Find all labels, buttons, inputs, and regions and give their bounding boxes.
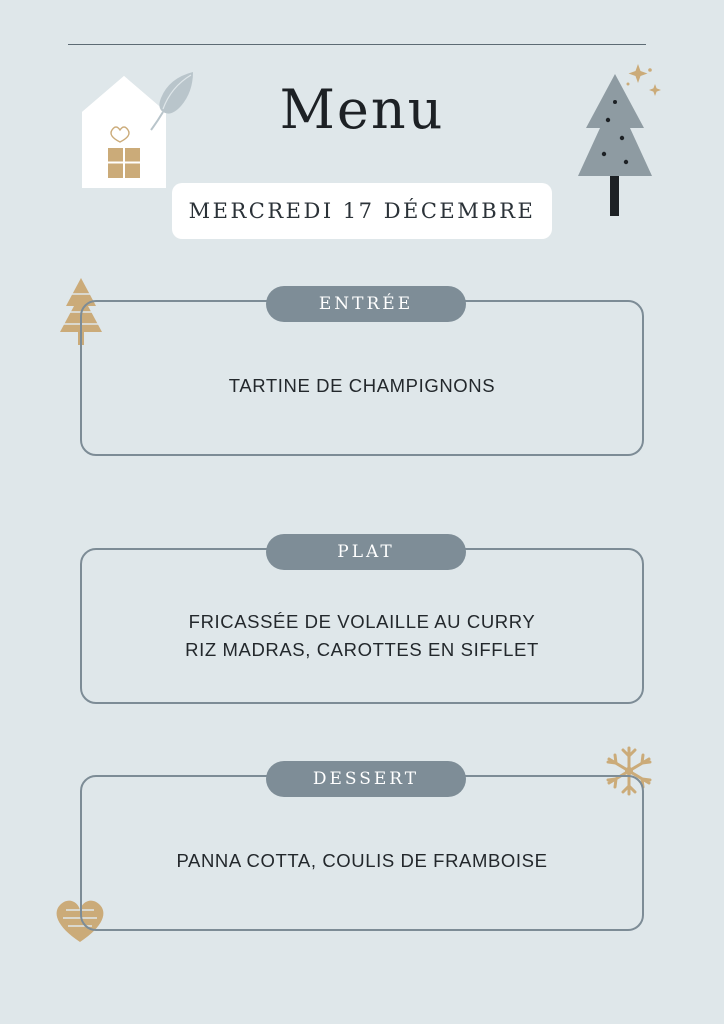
top-divider <box>68 44 646 45</box>
course-label-entree <box>266 286 466 322</box>
menu-item: FRICASSÉE DE VOLAILLE AU CURRY <box>188 611 536 632</box>
course-label-text: ENTRÉE <box>318 294 414 314</box>
course-items-entree <box>80 372 644 400</box>
date-banner <box>172 183 552 239</box>
menu-item: RIZ MADRAS, CAROTTES EN SIFFLET <box>185 639 539 660</box>
menu-item: PANNA COTTA, COULIS DE FRAMBOISE <box>176 850 548 871</box>
menu-item: TARTINE DE CHAMPIGNONS <box>228 375 496 396</box>
course-items-plat <box>80 608 644 664</box>
date-text: MERCREDI 17 DÉCEMBRE <box>188 199 536 223</box>
course-label-plat <box>266 534 466 570</box>
course-items-dessert <box>80 847 644 875</box>
course-label-text: DESSERT <box>312 769 420 789</box>
course-label-dessert <box>266 761 466 797</box>
page-title: Menu <box>279 78 445 141</box>
course-label-text: PLAT <box>337 542 395 562</box>
